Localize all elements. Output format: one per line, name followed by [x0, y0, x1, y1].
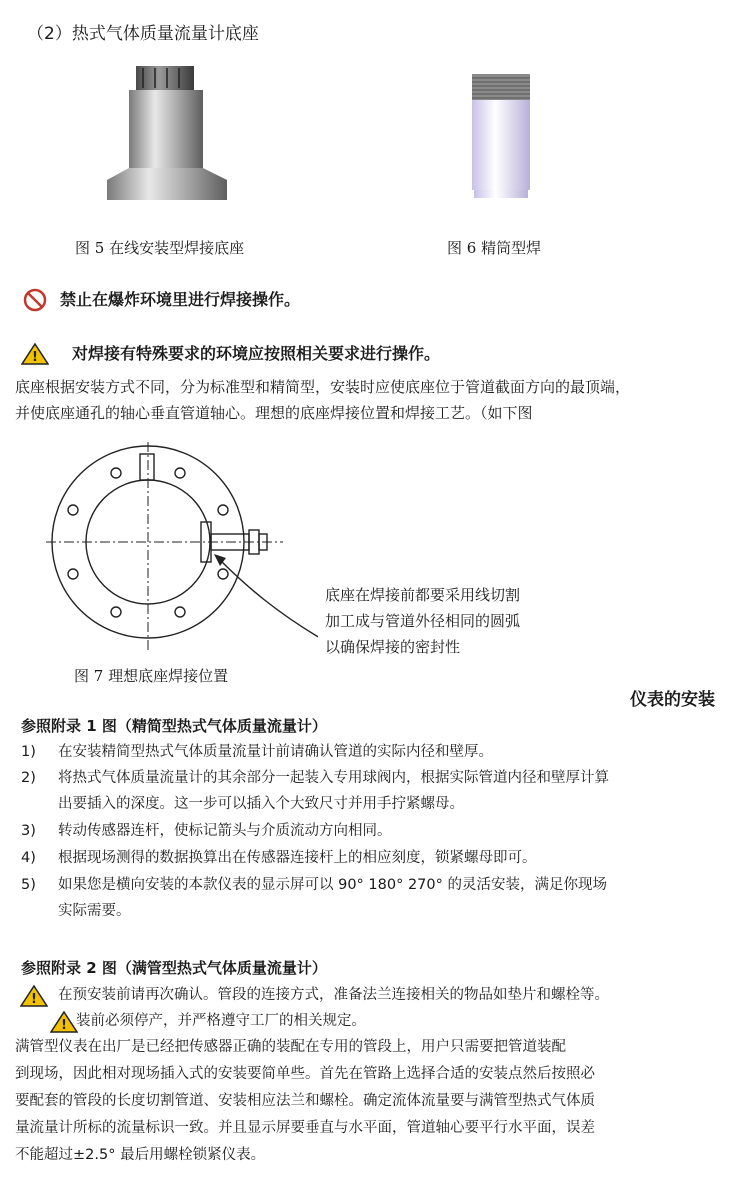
- figure-7-note-line-2: 加工成与管道外径相同的圆弧: [325, 612, 521, 630]
- appendix-2-title: 参照附录 2 图（满管型热式气体质量流量计）: [21, 959, 327, 977]
- appendix-1-item-2-line-1: 将热式气体质量流量计的其余部分一起装入专用球阀内，根据实际管道内径和壁厚计算: [58, 770, 609, 786]
- svg-text:!: !: [32, 350, 38, 365]
- warning-triangle-icon: [50, 1010, 78, 1034]
- appendix-1-item-5-num: 5): [21, 877, 36, 893]
- appendix-2-paragraph-line-3: 要配套的管段的长度切割管道、安装相应法兰和螺栓。确定流体流量要与满管型热式气体质: [15, 1093, 595, 1109]
- figure-7-note-line-3: 以确保焊接的密封性: [325, 638, 461, 656]
- appendix-1-item-2-line-2: 出要插入的深度。这一步可以插入个大致尺寸并用手拧紧螺母。: [58, 796, 464, 812]
- svg-text:!: !: [31, 992, 37, 1007]
- section-heading: （2）热式气体质量流量计底座: [27, 24, 259, 44]
- warning-triangle-icon: [20, 984, 48, 1008]
- install-title: 仪表的安装: [630, 690, 715, 710]
- intro-line-1: 底座根据安装方式不同，分为标准型和精简型，安装时应使底座位于管道截面方向的最顶端，: [15, 378, 631, 396]
- prohibit-warning-text: 禁止在爆炸环境里进行焊接操作。: [60, 290, 301, 309]
- appendix-2-paragraph-line-1: 满管型仪表在出厂是已经把传感器正确的装配在专用的管段上，用户只需要把管道装配: [15, 1039, 566, 1055]
- slim-welding-base-image: [468, 72, 538, 202]
- appendix-1-item-4-num: 4): [21, 850, 36, 866]
- appendix-2-warning-2: 装前必须停产，并严格遵守工厂的相关规定。: [76, 1013, 366, 1029]
- appendix-1-item-3: 转动传感器连杆，使标记箭头与介质流动方向相同。: [58, 823, 392, 839]
- appendix-2-paragraph-line-2: 到现场，因此相对现场插入式的安装要简单些。首先在管路上选择合适的安装点然后按照必: [15, 1066, 595, 1082]
- intro-line-2: 并使底座通孔的轴心垂直管道轴心。理想的底座焊接位置和焊接工艺。（如下图: [15, 404, 533, 422]
- appendix-1-item-1-num: 1): [21, 744, 36, 760]
- figure-7-note-line-1: 底座在焊接前都要采用线切割: [325, 586, 521, 604]
- appendix-1-item-3-num: 3): [21, 823, 36, 839]
- prohibited-icon: [23, 288, 47, 312]
- appendix-1-title: 参照附录 1 图（精简型热式气体质量流量计）: [21, 717, 327, 735]
- appendix-2-paragraph-line-5: 不能超过±2.5° 最后用螺栓锁紧仪表。: [15, 1147, 266, 1163]
- appendix-2-paragraph-line-4: 量流量计所标的流量标识一致。并且显示屏要垂直与水平面，管道轴心要平行水平面，误差: [15, 1120, 595, 1136]
- svg-text:!: !: [61, 1018, 67, 1033]
- appendix-1-item-5-line-2: 实际需要。: [58, 903, 131, 919]
- caution-warning-text: 对焊接有特殊要求的环境应按照相关要求进行操作。: [72, 344, 441, 363]
- appendix-1-item-1: 在安装精简型热式气体质量流量计前请确认管道的实际内径和壁厚。: [58, 744, 493, 760]
- figure-5-caption: 图 5 在线安装型焊接底座: [75, 239, 245, 257]
- appendix-1-item-5-line-1: 如果您是横向安装的本款仪表的显示屏可以 90° 180° 270° 的灵活安装，满足你现场: [58, 877, 607, 893]
- appendix-1-item-4: 根据现场测得的数据换算出在传感器连接杆上的相应刻度，锁紧螺母即可。: [58, 850, 537, 866]
- flange-weld-position-diagram: [38, 438, 318, 666]
- figure-7-caption: 图 7 理想底座焊接位置: [74, 667, 229, 685]
- figure-6-caption: 图 6 精筒型焊: [447, 239, 542, 257]
- appendix-2-warning-1: 在预安装前请再次确认。管段的连接方式，准备法兰连接相关的物品如垫片和螺栓等。: [58, 987, 609, 1003]
- warning-triangle-icon: [21, 342, 49, 366]
- inline-welding-base-image: [103, 62, 233, 207]
- appendix-1-item-2-num: 2): [21, 770, 36, 786]
